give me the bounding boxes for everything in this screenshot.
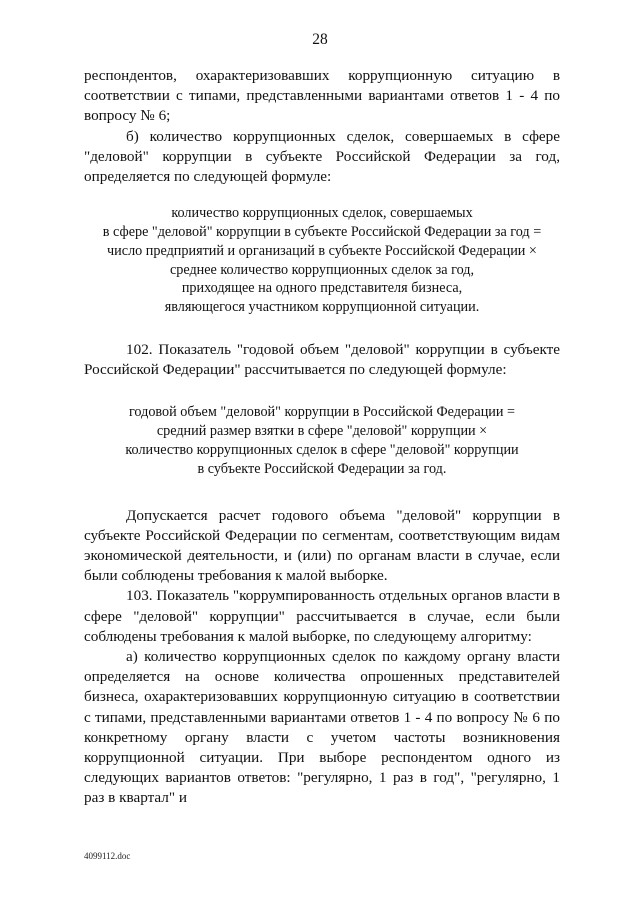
formula-line: количество коррупционных сделок, совершаемых <box>171 205 473 222</box>
formula-line: годовой объем "деловой" коррупции в Российской Федерации = <box>128 404 516 421</box>
paragraph-segments: Допускается расчет годового объема "деловой" коррупции в субъекте Российской Федерации по сегментам, соответствующим видам экономической деятельности, и (или) по органам власти в случае, если были соблюдены требования к малой выборке. <box>84 506 560 585</box>
paragraph-102: 102. Показатель "годовой объем "деловой" коррупции в субъекте Российской Федерации" рассчитывается по следующей формуле: <box>84 341 560 379</box>
page-number: 28 <box>312 31 328 48</box>
formula-line: средний размер взятки в сфере "деловой" коррупции × <box>156 423 488 440</box>
file-name-footer: 4099112.doc <box>84 851 131 861</box>
formula-line: среднее количество коррупционных сделок за год, <box>169 261 475 278</box>
formula-line: являющегося участником коррупционной ситуации. <box>164 299 480 316</box>
paragraph-103: 103. Показатель "коррумпированность отдельных органов власти в сфере "деловой" коррупции" рассчитывается в случае, если были соблюдены требования к малой выборке, по следующему алгоритму: <box>84 587 560 645</box>
formula-line: приходящее на одного представителя бизнеса, <box>181 280 463 297</box>
formula-line: количество коррупционных сделок в сфере "деловой" коррупции <box>125 442 519 458</box>
formula-line: число предприятий и организаций в субъекте Российской Федерации × <box>107 242 537 259</box>
formula-transactions <box>84 204 560 317</box>
paragraph-continuation: респондентов, охарактеризовавших коррупционную ситуацию в соответствии с типами, представленными вариантами ответов 1 - 4 по вопросу № 6; <box>84 67 560 125</box>
formula-line: в субъекте Российской Федерации за год. <box>197 460 447 477</box>
formula-annual-volume <box>84 403 560 478</box>
formula-line: в сфере "деловой" коррупции в субъекте Российской Федерации за год = <box>102 224 542 241</box>
paragraph-a: а) количество коррупционных сделок по каждому органу власти определяется на основе количества опрошенных представителей бизнеса, охарактеризовавших коррупционную ситуацию в соответствии с типами, представленными вариантами ответов 1 - 4 по вопросу № 6 по конкретному органу власти с учетом частоты возникновения коррупционной ситуации. При выборе респондентом одного из следующих вариантов ответов: "регулярно, 1 раз в год", "регулярно, 1 раз в квартал" и <box>84 648 560 807</box>
document-body <box>84 66 560 809</box>
paragraph-b: б) количество коррупционных сделок, совершаемых в сфере "деловой" коррупции в субъекте Российской Федерации за год, определяется по следующей формуле: <box>84 127 560 186</box>
